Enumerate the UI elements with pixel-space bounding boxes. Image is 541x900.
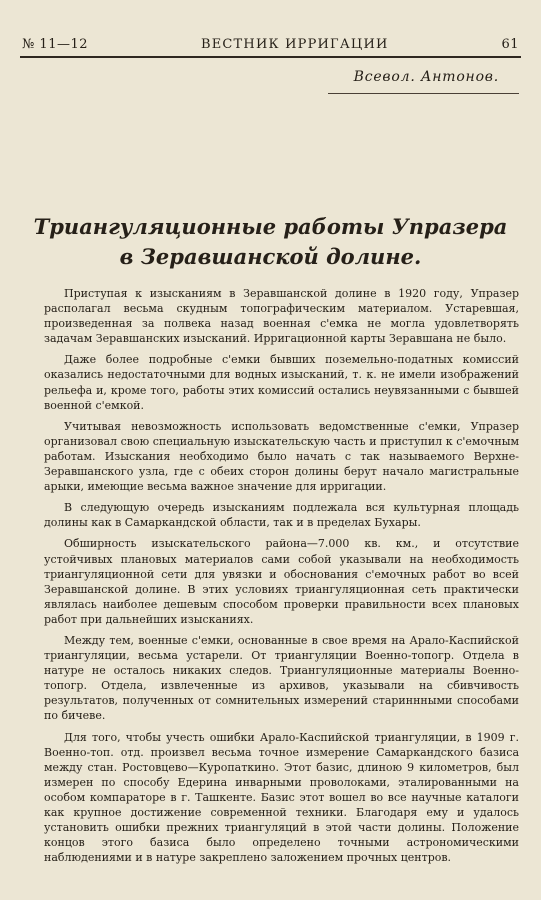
article-body xyxy=(44,286,519,871)
header-rule xyxy=(20,56,521,58)
article-title-line-1: Триангуляционные работы Упразера xyxy=(33,214,508,239)
running-header xyxy=(22,34,519,54)
issue-number: № 11—12 xyxy=(22,36,89,52)
journal-title: ВЕСТНИК ИРРИГАЦИИ xyxy=(200,36,389,52)
article-title-line-2: в Зеравшанской долине. xyxy=(119,244,422,269)
paragraph-5: Обширность изыскательского района—7.000 кв. км., и отсутствие устойчивых плановых материалов сами собой указывали на необходимость триангуляционной сети для увязки и обоснования с'емочных работ во всей Зеравшанской долине. В этих условиях триангуляционная сеть практически являлась наиболее дешевым способом проверки правильности всех плановых работ при дальнейших изысканиях. xyxy=(44,537,519,626)
paragraph-4: В следующую очередь изысканиям подлежала вся культурная площадь долины как в Самаркандской области, так и в пределах Бухары. xyxy=(44,501,519,530)
paragraph-6: Между тем, военные с'емки, основанные в свое время на Арало-Каспийской триангуляции, весьма устарели. От триангуляции Военно-топогр. Отдела в натуре не осталось никаких следов. Триангуляционные материалы Военно-топогр. Отдела, извлеченные из архивов, указывали на сбивчивость результатов, полученных от сомнительных измерений стариннными способами по бичеве. xyxy=(44,633,519,723)
paragraph-3: Учитывая невозможность использовать ведомственные с'емки, Упразер организовал свою специальную изыскательскую часть и приступил к с'емочным работам. Изыскания необходимо было начать с так называемого Верхне-Зеравшанского узла, где с обеих сторон долины берут начало магистральные арыки, имеющие весьма важное значение для ирригации. xyxy=(44,419,519,494)
author-underline xyxy=(328,93,519,94)
paragraph-7: Для того, чтобы учесть ошибки Арало-Каспийской триангуляции, в 1909 г. Военно-топ. отд. произвел весьма точное измерение Самаркандского базиса между стан. Ростовцево—Куропаткино. Этот базис, длиною 9 километров, был измерен по способу Едерина инварными проволоками, эталированными на особом компараторе в г. Ташкенте. Базис этот вошел во все научные каталоги как крупное достижение современной техники. Благодаря ему и удалось установить ошибки прежних триангуляций в этой части долины. Положение концов этого базиса было определено точными астрономическими наблюдениями и в натуре закреплено заложением прочных центров. xyxy=(44,730,519,865)
page-number: 61 xyxy=(501,36,519,52)
paragraph-2: Даже более подробные с'емки бывших поземельно-податных комиссий оказались недостаточными для водных изысканий, т. к. не имели изображений рельефа и, кроме того, работы этих комиссий остались неувязанными с бывшей военной с'емкой. xyxy=(44,353,519,412)
article-title xyxy=(22,212,519,272)
author-name: Всевол. Антонов. xyxy=(353,69,499,85)
paragraph-1: Приступая к изысканиям в Зеравшанской долине в 1920 году, Упразер располагал весьма скудным топографическим материалом. Устаревшая, произведенная за полвека назад военная с'емка не могла удовлетворять задачам Зеравшанских изысканий. Ирригационной карты Зеравшана не было. xyxy=(44,287,519,346)
